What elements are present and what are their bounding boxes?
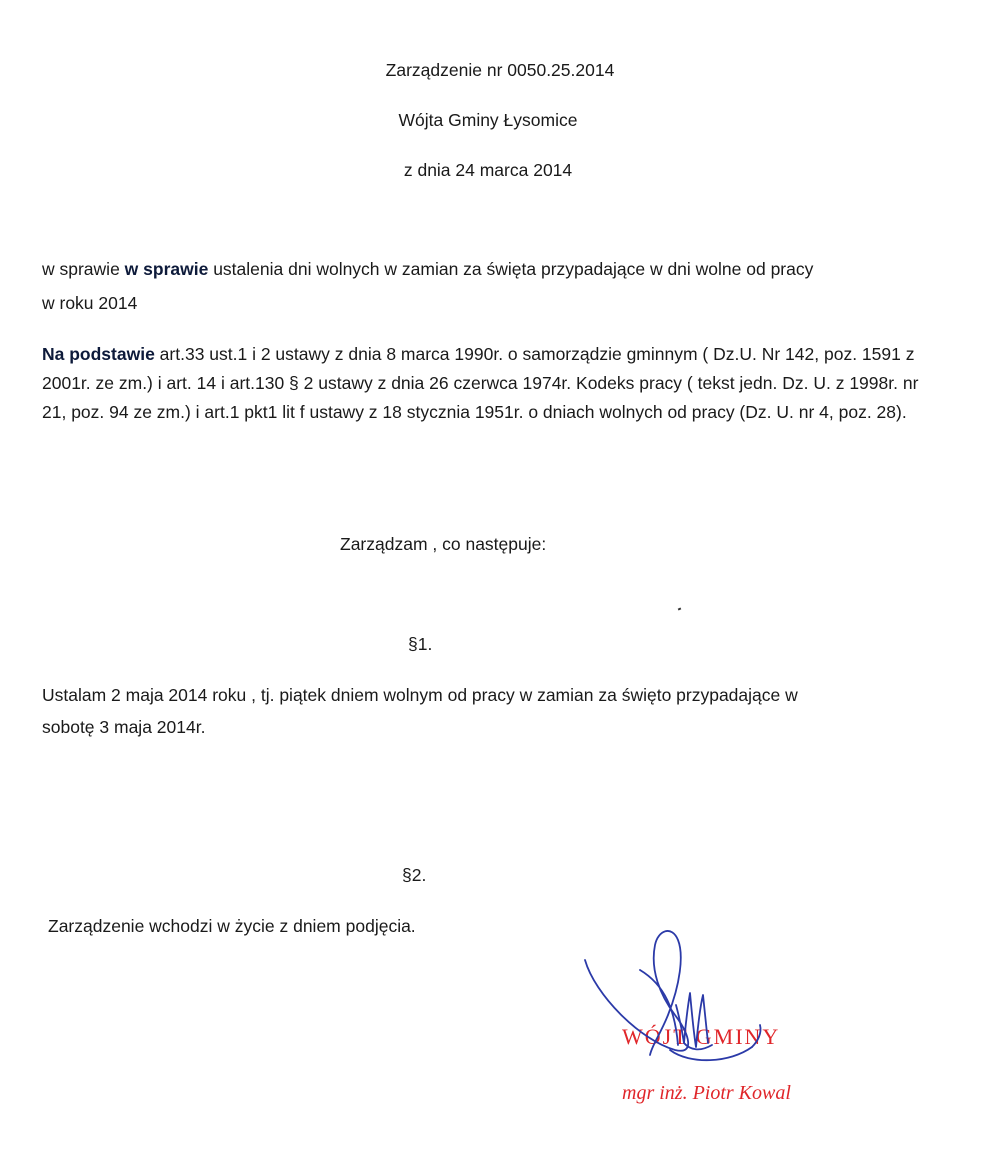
issuer: Wójta Gminy Łysomice [398,110,578,130]
section-1-heading: §1. [408,634,433,654]
section-2-text: Zarządzenie wchodzi w życie z dniem podjęcia. [48,916,416,936]
subject-line-1 [42,258,813,280]
legal-basis [42,340,942,427]
section-2-heading: §2. [402,865,427,885]
decree-number: Zarządzenie nr 0050.25.2014 [385,60,615,80]
decree-intro: Zarządzam , co następuje: [340,534,547,554]
stamp-title: WÓJT GMINY [622,1024,781,1049]
scan-speck [678,607,682,610]
subject-text-1: ustalenia dni wolnych w zamian za święta przypadające w dni wolne od pracy [208,259,814,279]
subject-bold: w sprawie [124,259,209,279]
section-1-text-line-1: Ustalam 2 maja 2014 roku , tj. piątek dniem wolnym od pracy w zamian za święto przypadające w [42,685,798,705]
section-1-text-line-2: sobotę 3 maja 2014r. [42,717,206,737]
handwritten-signature [580,925,840,1105]
legal-basis-text: art.33 ust.1 i 2 ustawy z dnia 8 marca 1990r. o samorządzie gminnym ( Dz.U. Nr 142, poz. 1591 z 2001r. ze zm.) i art. 14 i art.130 § 2 ustawy z dnia 26 czerwca 1974r. Kodeks pracy ( tekst jedn. Dz. U. z 1998r. nr 21, poz. 94 ze zm.) i art.1 pkt1 lit f ustawy z 18 stycznia 1951r. o dniach wolnych od pracy (Dz. U. nr 4, poz. 28). [42,344,919,422]
subject-prefix: w sprawie [42,259,125,279]
stamp-name: mgr inż. Piotr Kowal [622,1082,791,1104]
decree-date: z dnia 24 marca 2014 [403,160,573,180]
subject-line-2: w roku 2014 [42,293,138,313]
legal-basis-lead: Na podstawie [42,344,160,364]
